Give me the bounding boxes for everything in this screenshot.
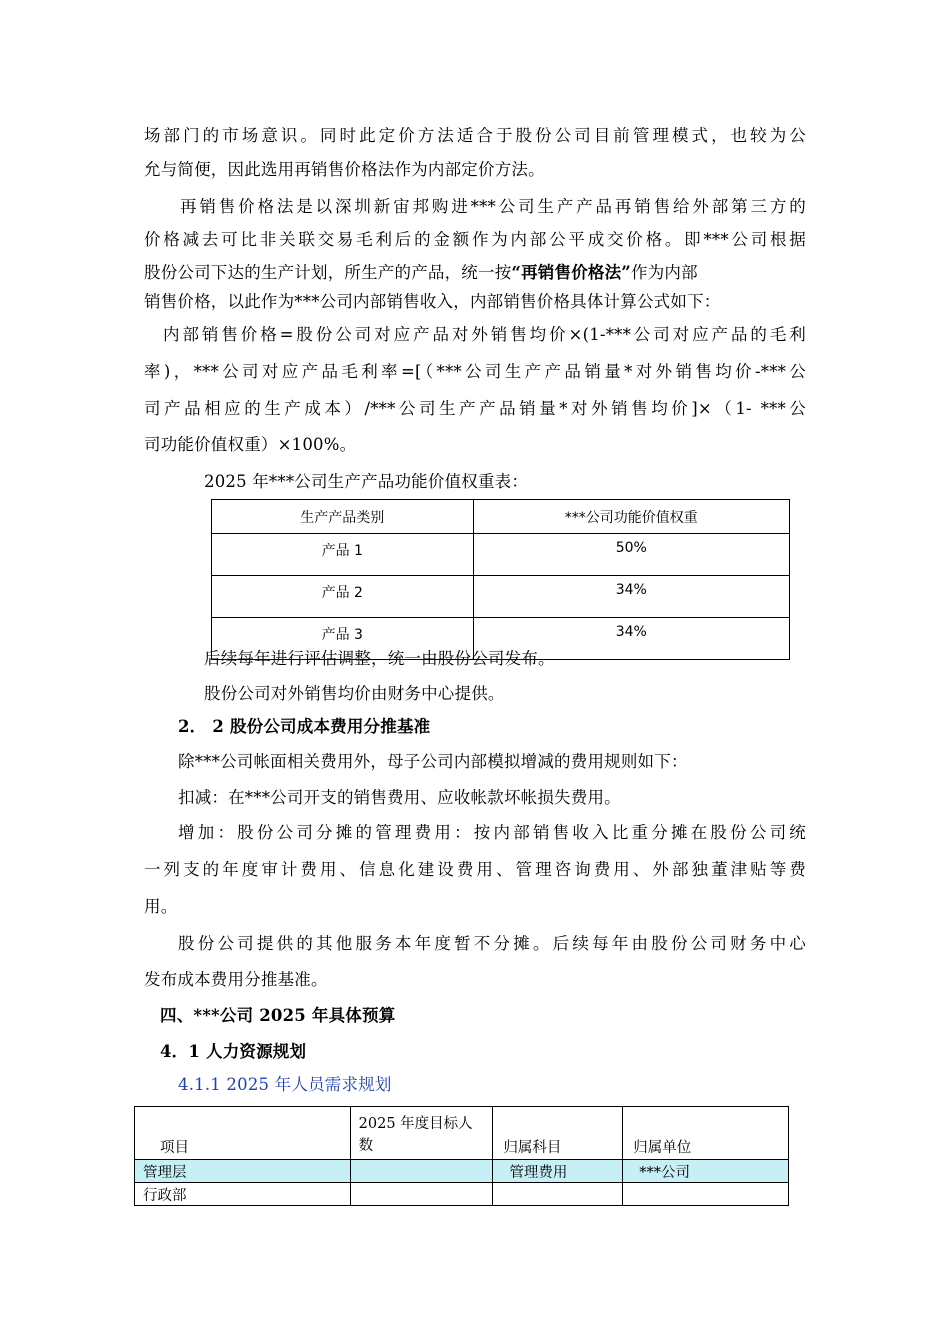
paragraph-line: 扣减：在***公司开支的销售费用、应收帐款坏帐损失费用。 — [178, 788, 621, 807]
paragraph-line: 增加：股份公司分摊的管理费用：按内部销售收入比重分摊在股份公司统 — [178, 823, 806, 842]
weight-table — [211, 499, 790, 660]
table-cell — [623, 1183, 789, 1206]
table-row — [212, 534, 790, 576]
paragraph-line: 场部门的市场意识。同时此定价方法适合于股份公司目前管理模式，也较为公 — [144, 126, 806, 145]
staffing-table — [134, 1106, 789, 1206]
header-text: 数 — [358, 1138, 374, 1154]
table-row — [212, 576, 790, 618]
table-cell: 管理费用 — [493, 1160, 623, 1183]
paragraph-line: 销售价格，以此作为***公司内部销售收入，内部销售价格具体计算公式如下： — [144, 292, 721, 311]
table-row — [135, 1183, 789, 1206]
table-cell: 产品 2 — [212, 576, 474, 618]
table-cell: 产品 3 — [212, 618, 474, 660]
paragraph-text: 作为内部 — [631, 263, 698, 282]
table-cell: 行政部 — [135, 1183, 351, 1206]
table-header-cell: 生产产品类别 — [212, 500, 474, 534]
paragraph-line: 后续每年进行评估调整，统一由股份公司发布。 — [204, 649, 555, 668]
table-header-cell: ***公司功能价值权重 — [473, 500, 789, 534]
paragraph-line — [144, 262, 698, 284]
formula-line: 司功能价值权重）×100%。 — [144, 435, 357, 454]
table-cell: 50% — [473, 534, 789, 576]
table-caption: 2025 年***公司生产产品功能价值权重表： — [204, 472, 529, 491]
paragraph-line: 发布成本费用分推基准。 — [144, 970, 328, 989]
table-cell: 34% — [473, 576, 789, 618]
table-cell — [350, 1183, 493, 1206]
table-cell: ***公司 — [623, 1160, 789, 1183]
section-heading: 2． 2 股份公司成本费用分推基准 — [178, 717, 431, 736]
formula-line: 司产品相应的生产成本）/***公司生产产品销量*对外销售均价]×（1- ***公 — [144, 399, 806, 418]
paragraph-line: 股份公司提供的其他服务本年度暂不分摊。后续每年由股份公司财务中心 — [178, 934, 806, 953]
paragraph-line: 再销售价格法是以深圳新宙邦购进***公司生产产品再销售给外部第三方的 — [180, 197, 806, 216]
paragraph-text: 股份公司下达的生产计划，所生产的产品，统一按 — [144, 263, 512, 282]
table-row — [135, 1160, 789, 1183]
formula-line: 内部销售价格=股份公司对应产品对外销售均价×(1-***公司对应产品的毛利 — [163, 325, 806, 344]
emphasis-text: “再销售价格法” — [511, 263, 631, 282]
formula-line: 率)，***公司对应产品毛利率=[（***公司生产产品销量*对外销售均价-***公 — [144, 362, 806, 381]
paragraph-line: 价格减去可比非关联交易毛利后的金额作为内部公平成交价格。即***公司根据 — [144, 230, 806, 249]
table-header-cell: 归属科目 — [493, 1107, 623, 1160]
paragraph-line: 允与简便，因此选用再销售价格法作为内部定价方法。 — [144, 160, 545, 179]
paragraph-line: 除***公司帐面相关费用外，母子公司内部模拟增减的费用规则如下： — [178, 752, 688, 771]
table-cell: 34% — [473, 618, 789, 660]
table-cell — [493, 1183, 623, 1206]
table-header-cell: 项目 — [135, 1107, 351, 1160]
table-cell: 管理层 — [135, 1160, 351, 1183]
table-cell: 产品 1 — [212, 534, 474, 576]
table-header-row — [212, 500, 790, 534]
table-header-cell: 归属单位 — [623, 1107, 789, 1160]
section-heading: 四、***公司 2025 年具体预算 — [160, 1006, 396, 1025]
table-cell — [350, 1160, 493, 1183]
subsection-heading: 4.1.1 2025 年人员需求规划 — [178, 1075, 392, 1094]
section-heading: 4．1 人力资源规划 — [160, 1042, 307, 1061]
table-header-row — [135, 1107, 789, 1160]
header-text: 2025 年度目标人 — [358, 1116, 473, 1132]
paragraph-line: 用。 — [144, 897, 178, 916]
table-header-cell — [350, 1107, 493, 1160]
paragraph-line: 一列支的年度审计费用、信息化建设费用、管理咨询费用、外部独董津贴等费 — [144, 860, 806, 879]
paragraph-line: 股份公司对外销售均价由财务中心提供。 — [204, 684, 505, 703]
